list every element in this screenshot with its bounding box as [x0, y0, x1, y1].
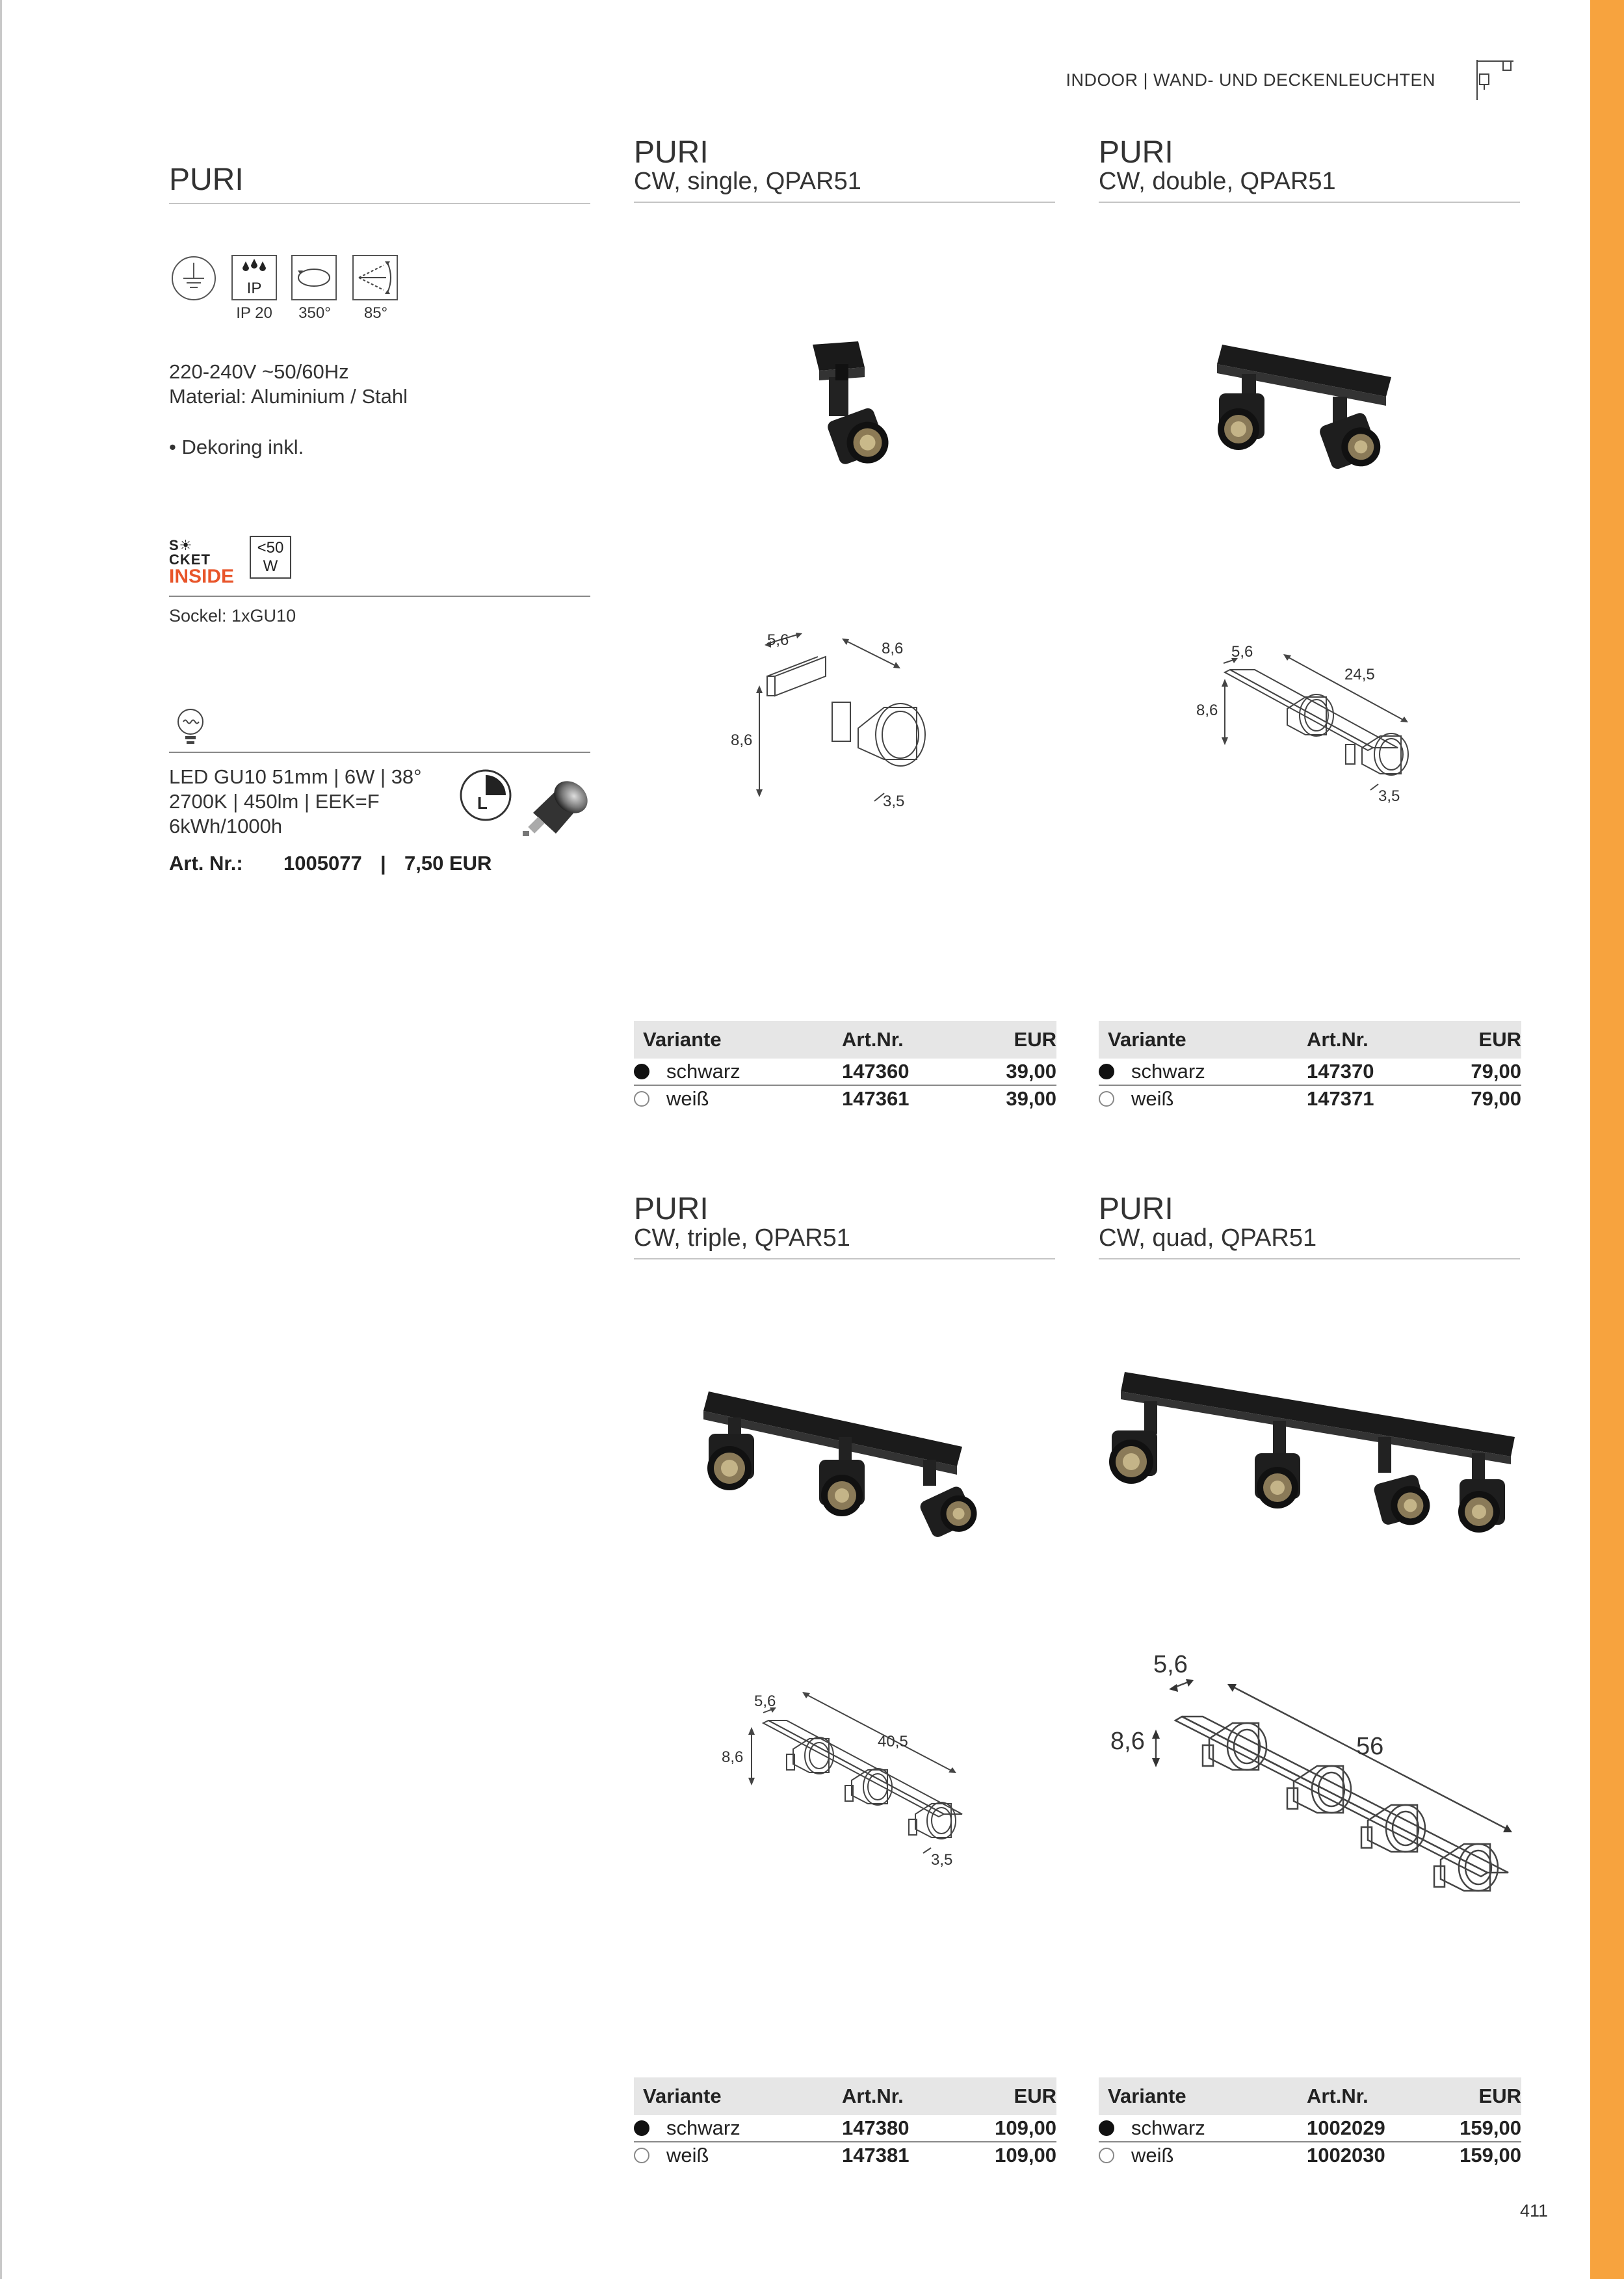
- variant-name: weiß: [1131, 1087, 1174, 1110]
- table-row: [634, 1059, 1056, 1086]
- color-swatch-white: [634, 2148, 649, 2163]
- category-header: INDOOR | WAND- UND DECKENLEUCHTEN: [1066, 70, 1435, 90]
- variant-name: schwarz: [666, 1060, 740, 1083]
- dim-height-label: 8,6: [1110, 1728, 1145, 1755]
- price: 159,00: [1460, 2144, 1521, 2167]
- table-row: [1099, 2115, 1521, 2142]
- bulb-icon: [174, 707, 207, 750]
- table-row: [634, 1086, 1056, 1112]
- dimmable-badge: [459, 769, 512, 822]
- art-price: 7,50 EUR: [404, 852, 492, 875]
- side-accent-bar: [1590, 0, 1624, 2279]
- variant-name: schwarz: [1131, 2116, 1205, 2139]
- protection-class-icon: [170, 255, 217, 305]
- col-variante: Variante: [1108, 1028, 1186, 1051]
- product-divider: [634, 202, 1055, 203]
- dim-diameter-label: 3,5: [931, 1851, 953, 1869]
- table-row: [1099, 1086, 1521, 1112]
- product-divider: [634, 1258, 1055, 1259]
- col-eur: EUR: [1478, 1028, 1521, 1051]
- col-eur: EUR: [1478, 2085, 1521, 2107]
- col-eur: EUR: [1014, 2085, 1056, 2107]
- socket-inside-logo: [169, 538, 234, 586]
- product-title: PURI: [634, 135, 709, 170]
- variant-name: schwarz: [666, 2116, 740, 2139]
- dimmable-badge-letter: L: [477, 793, 488, 813]
- price: 39,00: [1006, 1087, 1056, 1110]
- socket-logo-bottom: INSIDE: [169, 566, 235, 587]
- dim-diameter-label: 3,5: [1378, 787, 1400, 805]
- dim-diameter-label: 3,5: [883, 793, 905, 810]
- article-number: 147370: [1307, 1060, 1374, 1083]
- ip-rating-inner-label: IP: [246, 280, 262, 297]
- col-artnr: Art.Nr.: [842, 1028, 904, 1051]
- price: 159,00: [1460, 2116, 1521, 2139]
- col-variante: Variante: [1108, 2085, 1186, 2107]
- art-number: 1005077: [283, 852, 362, 875]
- col-artnr: Art.Nr.: [1307, 2085, 1369, 2107]
- wall-lamp-category-icon: [1474, 57, 1520, 106]
- table-row: [1099, 2142, 1521, 2168]
- col-variante: Variante: [643, 1028, 722, 1051]
- color-swatch-white: [634, 1091, 649, 1107]
- tilt-label: 85°: [363, 304, 388, 322]
- dim-height-label: 8,6: [722, 1748, 744, 1766]
- col-eur: EUR: [1014, 1028, 1056, 1051]
- page-number: 411: [1520, 2201, 1549, 2220]
- col-artnr: Art.Nr.: [842, 2085, 904, 2107]
- article-number: 147360: [842, 1060, 910, 1083]
- ip-rating-icon: [231, 255, 277, 300]
- led-spec-line2: 2700K | 450lm | EEK=F: [169, 790, 380, 813]
- color-swatch-black: [634, 2120, 649, 2136]
- table-row: [1099, 1059, 1521, 1086]
- table-row: [634, 2115, 1056, 2142]
- price-table: [634, 1021, 1056, 1112]
- socket-logo-top: S☀CKET: [169, 537, 211, 568]
- price: 39,00: [1006, 1060, 1056, 1083]
- dim-depth-label: 5,6: [754, 1693, 776, 1710]
- price: 79,00: [1471, 1060, 1521, 1083]
- article-number: 147371: [1307, 1087, 1374, 1110]
- color-swatch-white: [1099, 2148, 1114, 2163]
- price-table: [1099, 2077, 1521, 2168]
- product-photo-double: [1209, 338, 1411, 481]
- dim-depth-label: 5,6: [1153, 1651, 1188, 1678]
- col-artnr: Art.Nr.: [1307, 1028, 1369, 1051]
- product-subtitle: CW, triple, QPAR51: [634, 1224, 850, 1252]
- art-label: Art. Nr.:: [169, 852, 243, 875]
- price-table-header: [1099, 2077, 1521, 2115]
- price: 79,00: [1471, 1087, 1521, 1110]
- product-title: PURI: [1099, 135, 1173, 170]
- dim-depth-label: 5,6: [1231, 644, 1253, 661]
- table-row: [634, 2142, 1056, 2168]
- ip-rating-label: IP 20: [236, 304, 272, 322]
- article-number: 1002029: [1307, 2116, 1385, 2139]
- product-title: PURI: [1099, 1192, 1173, 1226]
- led-divider: [169, 752, 590, 753]
- dimension-drawing-triple: [722, 1684, 969, 1879]
- color-swatch-black: [634, 1064, 649, 1079]
- article-number: 147380: [842, 2116, 910, 2139]
- sockel-text: Sockel: 1xGU10: [169, 606, 296, 626]
- voltage-text: 220-240V ~50/60Hz: [169, 360, 349, 383]
- price-table-header: [634, 2077, 1056, 2115]
- dim-length-label: 8,6: [882, 640, 904, 657]
- led-spec-line1: LED GU10 51mm | 6W | 38°: [169, 765, 422, 788]
- rotation-icon: [291, 255, 337, 300]
- art-separator: |: [380, 852, 386, 875]
- left-title-divider: [169, 203, 590, 204]
- socket-divider: [169, 596, 590, 597]
- dim-height-label: 8,6: [731, 731, 753, 749]
- product-photo-quad: [1099, 1365, 1521, 1548]
- variant-name: schwarz: [1131, 1060, 1205, 1083]
- max-watt-unit: W: [263, 557, 278, 575]
- max-watt-box: [250, 536, 291, 579]
- product-photo-triple: [702, 1385, 988, 1554]
- product-photo-single: [800, 338, 904, 481]
- material-text: Material: Aluminium / Stahl: [169, 385, 408, 408]
- price: 109,00: [995, 2144, 1056, 2167]
- variant-name: weiß: [666, 2144, 709, 2167]
- price-table-header: [634, 1021, 1056, 1059]
- article-number: 1002030: [1307, 2144, 1385, 2167]
- feature-text: • Dekoring inkl.: [169, 436, 304, 458]
- variant-name: weiß: [1131, 2144, 1174, 2167]
- left-title: PURI: [169, 163, 244, 197]
- price-table: [1099, 1021, 1521, 1112]
- product-title: PURI: [634, 1192, 709, 1226]
- article-number: 147361: [842, 1087, 910, 1110]
- tilt-icon: [352, 255, 398, 300]
- color-swatch-black: [1099, 2120, 1114, 2136]
- max-watt-value: <50: [257, 539, 284, 557]
- price-table: [634, 2077, 1056, 2168]
- product-divider: [1099, 202, 1520, 203]
- price: 109,00: [995, 2116, 1056, 2139]
- price-table-header: [1099, 1021, 1521, 1059]
- product-divider: [1099, 1258, 1520, 1259]
- col-variante: Variante: [643, 2085, 722, 2107]
- dimension-drawing-single: [728, 631, 962, 819]
- dimension-drawing-double: [1190, 644, 1437, 819]
- product-subtitle: CW, quad, QPAR51: [1099, 1224, 1317, 1252]
- dimension-drawing-quad: [1105, 1645, 1521, 1918]
- color-swatch-black: [1099, 1064, 1114, 1079]
- rotation-label: 350°: [298, 304, 331, 322]
- page-edge: [0, 0, 2, 2279]
- dim-length-label: 40,5: [878, 1733, 908, 1750]
- led-spec-line3: 6kWh/1000h: [169, 815, 283, 837]
- gu10-bulb-photo: [520, 774, 592, 849]
- variant-name: weiß: [666, 1087, 709, 1110]
- dim-length-label: 56: [1356, 1733, 1384, 1760]
- product-subtitle: CW, double, QPAR51: [1099, 168, 1336, 195]
- product-subtitle: CW, single, QPAR51: [634, 168, 861, 195]
- article-number: 147381: [842, 2144, 910, 2167]
- dim-depth-label: 5,6: [767, 631, 789, 649]
- dim-height-label: 8,6: [1196, 702, 1218, 719]
- color-swatch-white: [1099, 1091, 1114, 1107]
- dim-length-label: 24,5: [1344, 666, 1375, 683]
